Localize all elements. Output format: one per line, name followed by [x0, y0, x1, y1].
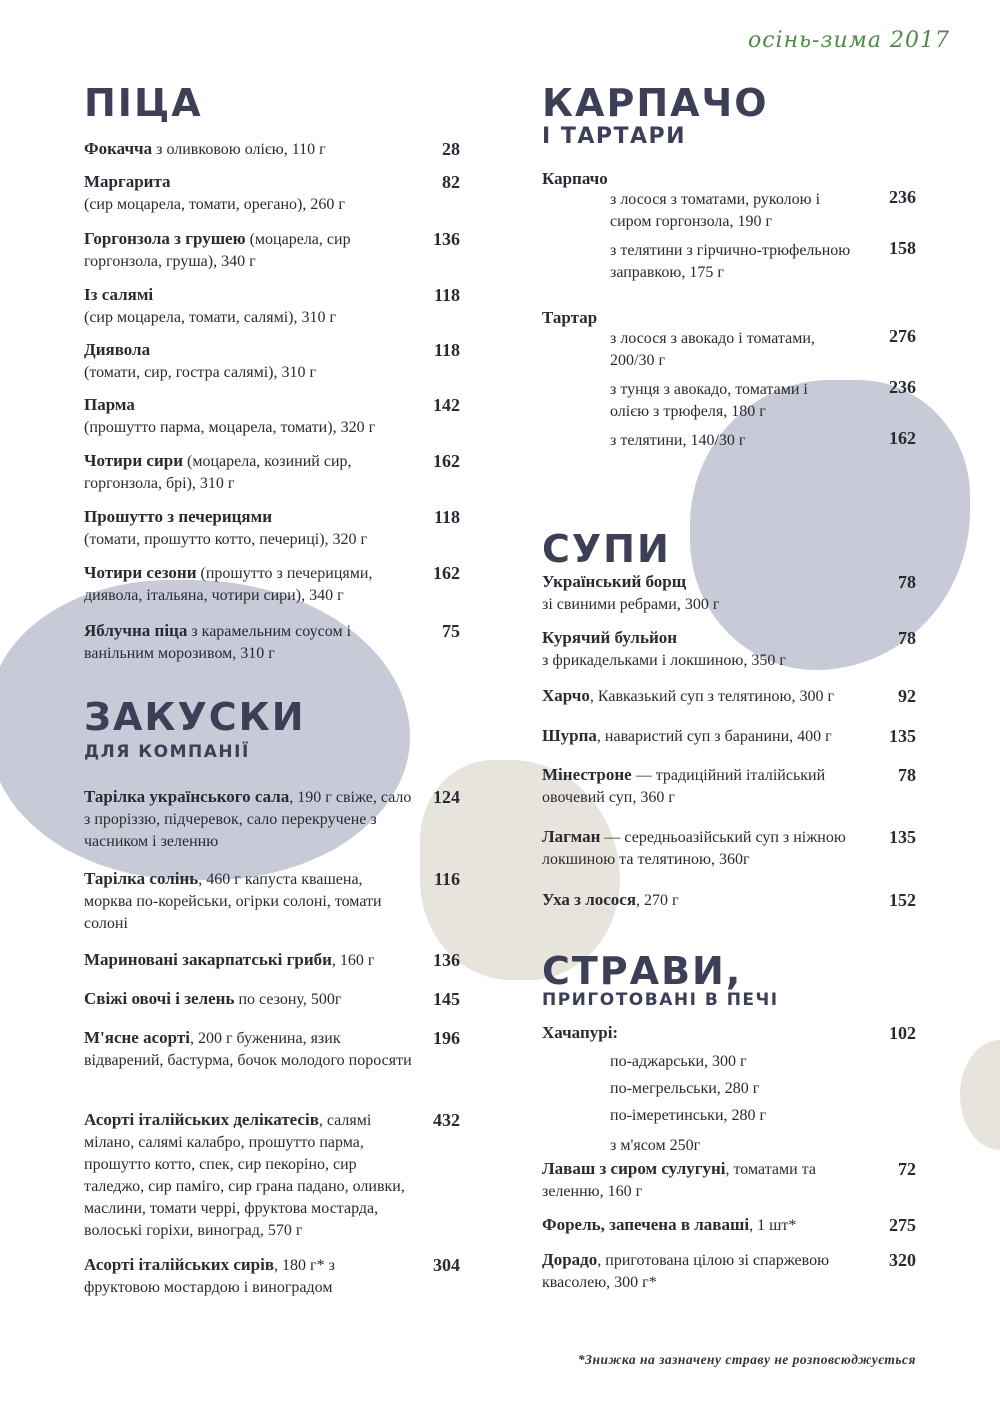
menu-item: Харчо, Кавказький суп з телятиною, 300 г 92: [542, 686, 916, 706]
price: 304: [433, 1255, 460, 1275]
menu-item: Із салямі (сир моцарела, томати, салямі), 310 г 118: [84, 285, 460, 326]
menu-item: Яблучна піца з карамельним соусом і ванільним морозивом, 310 г 75: [84, 621, 460, 662]
price: 162: [433, 451, 460, 471]
menu-item: Курячий бульйон з фрикадельками і локшиною, 350 г 78: [542, 628, 916, 669]
price: 145: [433, 989, 460, 1009]
carpaccio-subheading: І ТАРТАРИ: [542, 124, 687, 149]
menu-item: Тарілка солінь, 460 г капуста квашена, морква по-корейськи, огірки солоні, томати солоні 116: [84, 869, 460, 932]
price: 276: [889, 326, 916, 346]
menu-subitem: з телятини з гірчично-трюфельною заправкою, 175 г: [610, 242, 851, 281]
price: 275: [889, 1215, 916, 1235]
group-name: Тартар: [542, 308, 598, 327]
menu-item: Асорті італійських делікатесів, салямі мілано, салямі калабро, прошутто парма, прошутто котто, спек, сир пекоріно, сир таледжо, сир паміго, сир грана падано, оливки, маслини, томати черрі, фруктова мостарда, волоські горіхи, виноград, 570 г 432: [84, 1110, 460, 1239]
price: 118: [433, 285, 460, 305]
menu-subitem: по-мегрельськи, 280 г: [610, 1080, 760, 1097]
price: 75: [442, 621, 460, 641]
soups-heading: СУПИ: [542, 527, 671, 571]
price: 118: [433, 507, 460, 527]
menu-subitem: з лосося з авокадо і томатами, 200/30 г: [610, 330, 815, 369]
price: 78: [898, 572, 916, 592]
menu-item: Український борщ зі свиними ребрами, 300 г 78: [542, 572, 916, 613]
price: 136: [433, 950, 460, 970]
price: 236: [889, 187, 916, 207]
snacks-heading: ЗАКУСКИ: [84, 695, 306, 739]
price: 135: [889, 827, 916, 847]
price: 152: [889, 890, 916, 910]
menu-item: Форель, запечена в лаваші, 1 шт* 275: [542, 1215, 916, 1235]
menu-item: Шурпа, наваристий суп з баранини, 400 г 135: [542, 726, 916, 746]
price: 116: [433, 869, 460, 889]
menu-subitem: з тунця з авокадо, томатами і олією з трюфеля, 180 г: [610, 381, 808, 420]
price: 135: [889, 726, 916, 746]
menu-item: Мінестроне — традиційний італійський овочевий суп, 360 г 78: [542, 765, 916, 806]
menu-item: Дорадо, приготована цілою зі спаржевою квасолею, 300 г* 320: [542, 1250, 916, 1291]
menu-item: Маргарита (сир моцарела, томати, орегано), 260 г 82: [84, 172, 460, 213]
menu-item: Горгонзола з грушею (моцарела, сир горгонзола, груша), 340 г 136: [84, 229, 460, 270]
menu-subitem: з телятини, 140/30 г: [610, 432, 746, 449]
snacks-subheading: ДЛЯ КОМПАНІЇ: [84, 742, 250, 762]
price: 196: [433, 1028, 460, 1048]
menu-item: Чотири сири (моцарела, козиний сир, горгонзола, брі), 310 г 162: [84, 451, 460, 492]
price: 28: [442, 139, 460, 159]
menu-item: Лагман — середньоазійський суп з ніжною локшиною та телятиною, 360г 135: [542, 827, 916, 868]
menu-item: Парма (прошутто парма, моцарела, томати), 320 г 142: [84, 395, 460, 436]
price: 124: [433, 787, 460, 807]
background-blob: [960, 1040, 1000, 1150]
price: 118: [433, 340, 460, 360]
price: 162: [433, 563, 460, 583]
menu-item: Прошутто з печерицями (томати, прошутто котто, печериці), 320 г 118: [84, 507, 460, 548]
oven-heading: СТРАВИ,: [542, 949, 743, 993]
season-label: осінь-зима 2017: [747, 28, 950, 53]
menu-item: Фокачча з оливковою олією, 110 г 28: [84, 139, 460, 159]
price: 320: [889, 1250, 916, 1270]
price: 82: [442, 172, 460, 192]
price: 78: [898, 628, 916, 648]
price: 92: [898, 686, 916, 706]
menu-item: М'ясне асорті, 200 г буженина, язик відварений, бастурма, бочок молодого поросяти 196: [84, 1028, 460, 1069]
menu-item: Свіжі овочі і зелень по сезону, 500г 145: [84, 989, 460, 1009]
menu-item: Асорті італійських сирів, 180 г* з фруктовою мостардою і виноградом 304: [84, 1255, 460, 1296]
menu-subitem: по-аджарськи, 300 г: [610, 1053, 747, 1070]
price: 72: [898, 1159, 916, 1179]
menu-item: Хачапурі: 102: [542, 1023, 916, 1043]
price: 78: [898, 765, 916, 785]
price: 158: [889, 238, 916, 258]
menu-item: Мариновані закарпатські гриби, 160 г 136: [84, 950, 460, 970]
menu-item: Тарілка українського сала, 190 г свіже, сало з проріззю, підчеревок, сало перекручене з часником і зеленню 124: [84, 787, 460, 850]
menu-item: Диявола (томати, сир, гостра салямі), 310 г 118: [84, 340, 460, 381]
price: 162: [889, 428, 916, 448]
group-name: Карпачо: [542, 169, 608, 188]
menu-subitem: з лосося з томатами, руколою і сиром горгонзола, 190 г: [610, 191, 821, 230]
price: 432: [433, 1110, 460, 1130]
price: 142: [433, 395, 460, 415]
price: 136: [433, 229, 460, 249]
menu-item: Уха з лосося, 270 г 152: [542, 890, 916, 910]
oven-subheading: ПРИГОТОВАНІ В ПЕЧІ: [542, 990, 779, 1010]
footnote: *Знижка на зазначену страву не розповсюджується: [577, 1352, 916, 1367]
menu-subitem: по-імеретинськи, 280 г: [610, 1107, 767, 1124]
menu-subitem: з м'ясом 250г: [610, 1137, 701, 1154]
pizza-heading: ПІЦА: [84, 81, 203, 125]
menu-item: Лаваш з сиром сулугуні, томатами та зеленню, 160 г 72: [542, 1159, 916, 1200]
menu-item: Чотири сезони (прошутто з печерицями, диявола, італьяна, чотири сири), 340 г 162: [84, 563, 460, 604]
carpaccio-heading: КАРПАЧО: [542, 81, 769, 125]
price: 102: [889, 1023, 916, 1043]
price: 236: [889, 377, 916, 397]
